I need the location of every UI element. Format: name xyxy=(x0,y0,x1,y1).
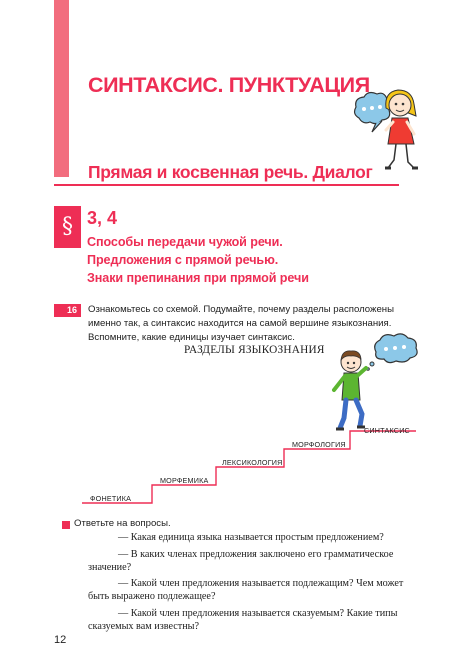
section-subtitle-3: Знаки препинания при прямой речи xyxy=(87,271,309,285)
chapter-stripe xyxy=(54,0,69,177)
question-item: — В каких членах предложения заключено его грамматическое значение? xyxy=(88,548,394,573)
section-subtitle-2: Предложения с прямой речью. xyxy=(87,253,279,267)
chapter-title: СИНТАКСИС. ПУНКТУАЦИЯ xyxy=(88,73,370,97)
step-label-syntax: СИНТАКСИС xyxy=(364,426,410,435)
section-symbol: § xyxy=(54,206,81,248)
speech-bubble-icon xyxy=(355,93,392,132)
step-label-phonetics: ФОНЕТИКА xyxy=(90,494,132,503)
page-number: 12 xyxy=(54,634,67,646)
step-label-lexicology: ЛЕКСИКОЛОГИЯ xyxy=(222,458,283,467)
question-item: — Какой член предложения называется подлежащим? Чем может быть выражено подлежащее? xyxy=(88,578,404,603)
section-number: 3, 4 xyxy=(87,208,118,228)
topic-underline xyxy=(54,184,399,186)
thought-bubble-icon xyxy=(367,334,417,370)
questions-intro: Ответьте на вопросы. xyxy=(74,518,171,529)
section-subtitle-1: Способы передачи чужой речи. xyxy=(87,235,283,249)
questions-bullet xyxy=(62,521,70,529)
exercise-number: 16 xyxy=(54,304,81,317)
diagram-title: РАЗДЕЛЫ ЯЗЫКОЗНАНИЯ xyxy=(184,344,325,356)
boy-illustration xyxy=(326,330,426,442)
step-label-morphology: МОРФОЛОГИЯ xyxy=(292,440,346,449)
topic-title: Прямая и косвенная речь. Диалог xyxy=(88,162,373,182)
exercise-text: Ознакомьтесь со схемой. Подумайте, почему разделы расположены именно так, а синтаксис находится на самой вершине языкознания. Вспомните, какие единицы изучает синтаксис. xyxy=(88,304,394,343)
questions-list xyxy=(88,532,413,638)
question-item: — Какая единица языка называется простым предложением? xyxy=(118,532,384,543)
question-item: — Какой член предложения называется сказуемым? Какие типы сказуемых вам известны? xyxy=(88,607,398,632)
step-label-morphemics: МОРФЕМИКА xyxy=(160,476,209,485)
